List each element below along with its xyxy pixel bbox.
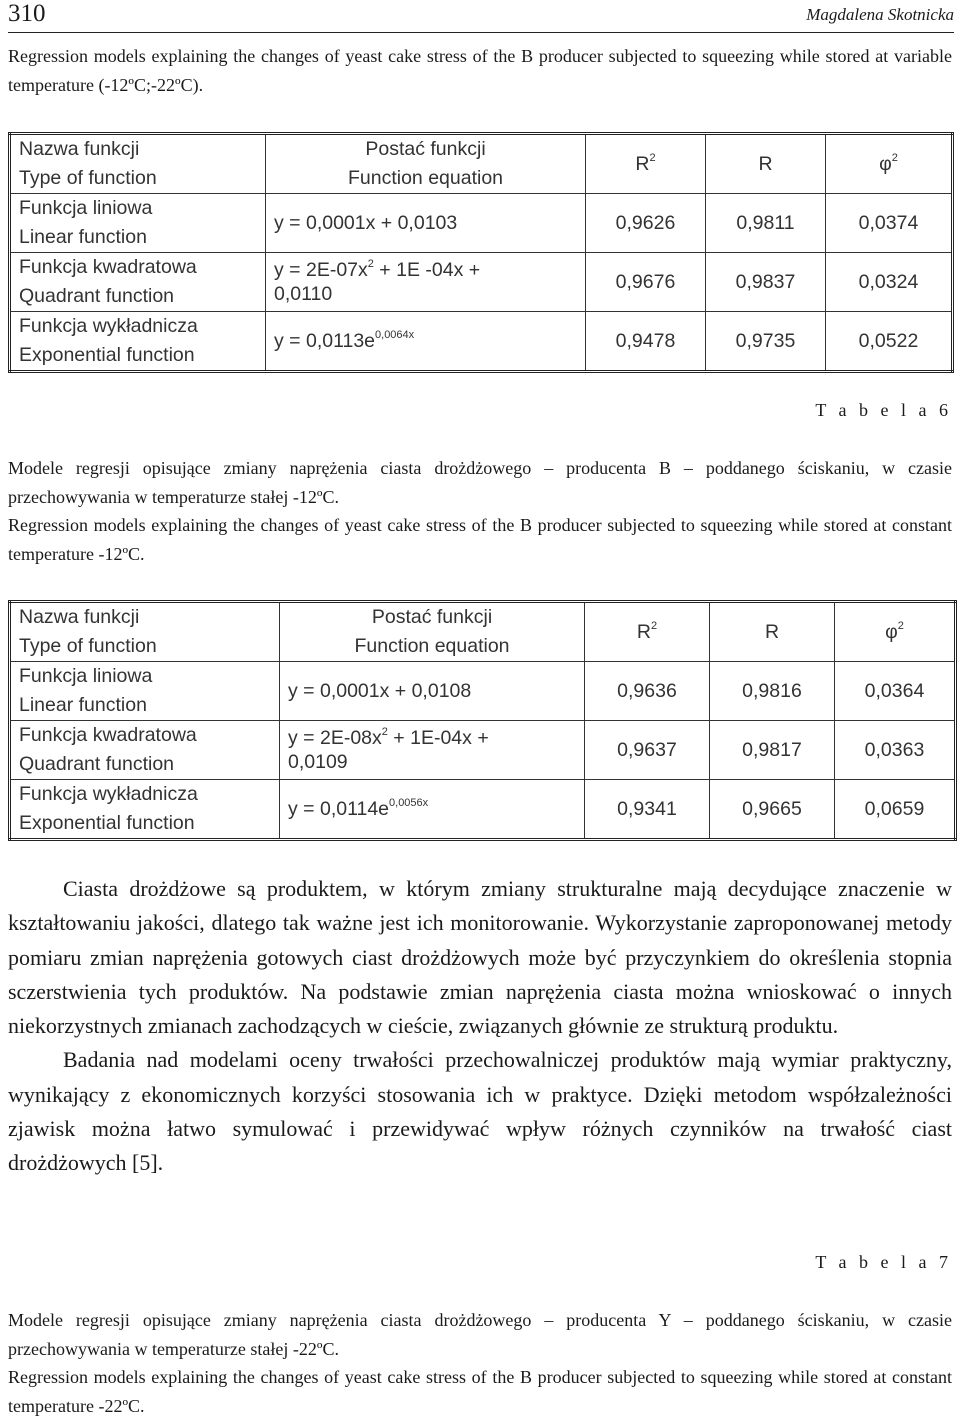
- header-eq-pl: Postać funkcji: [371, 606, 493, 628]
- caption-top: [8, 42, 952, 99]
- header-r2: $R^2$: [585, 602, 710, 662]
- running-author: Magdalena Skotnicka: [806, 5, 954, 24]
- header-equation-cell: [266, 134, 586, 194]
- row-r2: 0,9637: [585, 721, 710, 780]
- caption-tabela-7-pl: Modele regresji opisujące zmiany naprężenia ciasta drożdżowego – producenta Y – poddanego ściskaniu, w czasie przechowywania w temperaturze stałej -22ºC.: [8, 1310, 952, 1359]
- row-name: Funkcja liniowa Linear function: [10, 194, 266, 253]
- table-row: [10, 721, 956, 780]
- row-phi2: 0,0374: [826, 194, 953, 253]
- row-equation: $y = 0,0114e^{0,0056x}$: [280, 780, 585, 840]
- header-name-en: Type of function: [19, 635, 157, 657]
- header-r: R: [706, 134, 826, 194]
- header-eq-en: Function equation: [354, 635, 510, 657]
- row-equation: $y = 2E-07x^2 + 1E$ -04x + 0,0110: [266, 253, 586, 312]
- row-r2: 0,9626: [586, 194, 706, 253]
- row-name: Funkcja wykładnicza Exponential function: [10, 780, 280, 840]
- row-equation: y = 0,0001x + 0,0108: [280, 662, 585, 721]
- caption-top-en: Regression models explaining the changes of yeast cake stress of the B producer subjected to squeezing while stored at variable temperature (-12ºC;-22ºC).: [8, 46, 952, 95]
- caption-tabela-6-pl: Modele regresji opisujące zmiany naprężenia ciasta drożdżowego – producenta B – poddanego ściskaniu, w czasie przechowywania w temperaturze stałej -12ºC.: [8, 458, 952, 507]
- page-number: 310: [8, 0, 46, 27]
- table-row: [10, 780, 956, 840]
- header-equation-cell: [280, 602, 585, 662]
- row-name: Funkcja kwadratowa Quadrant function: [10, 253, 266, 312]
- row-phi2: 0,0324: [826, 253, 953, 312]
- row-name: Funkcja kwadratowa Quadrant function: [10, 721, 280, 780]
- row-name: Funkcja wykładnicza Exponential function: [10, 312, 266, 372]
- tabela-6-label: T a b e l a 6: [815, 400, 952, 420]
- row-equation: $y = 0,0113e^{0,0064x}$: [266, 312, 586, 372]
- row-phi2: 0,0364: [835, 662, 956, 721]
- row-r: 0,9837: [706, 253, 826, 312]
- row-r: 0,9817: [710, 721, 835, 780]
- row-r2: 0,9676: [586, 253, 706, 312]
- row-r: 0,9665: [710, 780, 835, 840]
- caption-tabela-6-en: Regression models explaining the changes of yeast cake stress of the B producer subjected to squeezing while stored at constant temperature -12ºC.: [8, 515, 952, 564]
- body-text: [8, 872, 952, 1181]
- regression-table-6: [8, 600, 957, 841]
- table-row: [10, 662, 956, 721]
- row-r2: 0,9636: [585, 662, 710, 721]
- row-equation: y = 0,0001x + 0,0103: [266, 194, 586, 253]
- header-phi2: $\varphi^2$: [826, 134, 953, 194]
- row-r: 0,9811: [706, 194, 826, 253]
- header-name-cell: [10, 134, 266, 194]
- row-r: 0,9735: [706, 312, 826, 372]
- body-paragraph-1: Ciasta drożdżowe są produktem, w którym zmiany strukturalne mają decydujące znaczenie w kształtowaniu jakości, dlatego tak ważne jest ich monitorowanie. Wykorzystanie zaproponowanej metody pomiaru zmian naprężenia gotowych ciast drożdżowych może być przyczynkiem do określenia stopnia sczerstwienia tych produktów. Na podstawie zmian naprężenia ciasta można wnioskować o innych niekorzystnych zmianach zachodzących w cieście, związanych głównie ze strukturą produktu.: [8, 876, 952, 1039]
- row-r2: 0,9341: [585, 780, 710, 840]
- caption-tabela-6: [8, 454, 952, 568]
- header-r: R: [710, 602, 835, 662]
- row-r: 0,9816: [710, 662, 835, 721]
- tabela-7-label: T a b e l a 7: [815, 1252, 952, 1272]
- header-name-en: Type of function: [19, 167, 157, 189]
- header-eq-en: Function equation: [347, 167, 504, 189]
- caption-tabela-7-en: Regression models explaining the changes of yeast cake stress of the B producer subjected to squeezing while stored at constant temperature -22ºC.: [8, 1367, 952, 1416]
- caption-tabela-7: [8, 1306, 952, 1420]
- table-row: [10, 253, 953, 312]
- header-name-cell: [10, 602, 280, 662]
- header-rule: [8, 32, 954, 33]
- table-header-row: [10, 134, 953, 194]
- header-eq-pl: Postać funkcji: [365, 138, 486, 160]
- row-phi2: 0,0659: [835, 780, 956, 840]
- table-header-row: [10, 602, 956, 662]
- table-row: [10, 312, 953, 372]
- row-phi2: 0,0363: [835, 721, 956, 780]
- row-phi2: 0,0522: [826, 312, 953, 372]
- header-phi2: $\varphi^2$: [835, 602, 956, 662]
- row-name: Funkcja liniowa Linear function: [10, 662, 280, 721]
- body-paragraph-2: Badania nad modelami oceny trwałości przechowalniczej produktów mają wymiar praktyczny, wynikający z ekonomicznych korzyści stosowania ich w praktyce. Dzięki metodom współzależności zjawisk można łatwo symulować i przewidywać wpływ różnych czynników na trwałość ciast drożdżowych [5].: [8, 1047, 952, 1176]
- page-header: [8, 0, 954, 28]
- row-r2: 0,9478: [586, 312, 706, 372]
- regression-table-top: [8, 132, 954, 373]
- header-name-pl: Nazwa funkcji: [19, 138, 140, 160]
- header-r2: $R^2$: [586, 134, 706, 194]
- row-equation: $y = 2E-08x^2 + 1E-04x$ + 0,0109: [280, 721, 585, 780]
- table-row: [10, 194, 953, 253]
- header-name-pl: Nazwa funkcji: [19, 606, 140, 628]
